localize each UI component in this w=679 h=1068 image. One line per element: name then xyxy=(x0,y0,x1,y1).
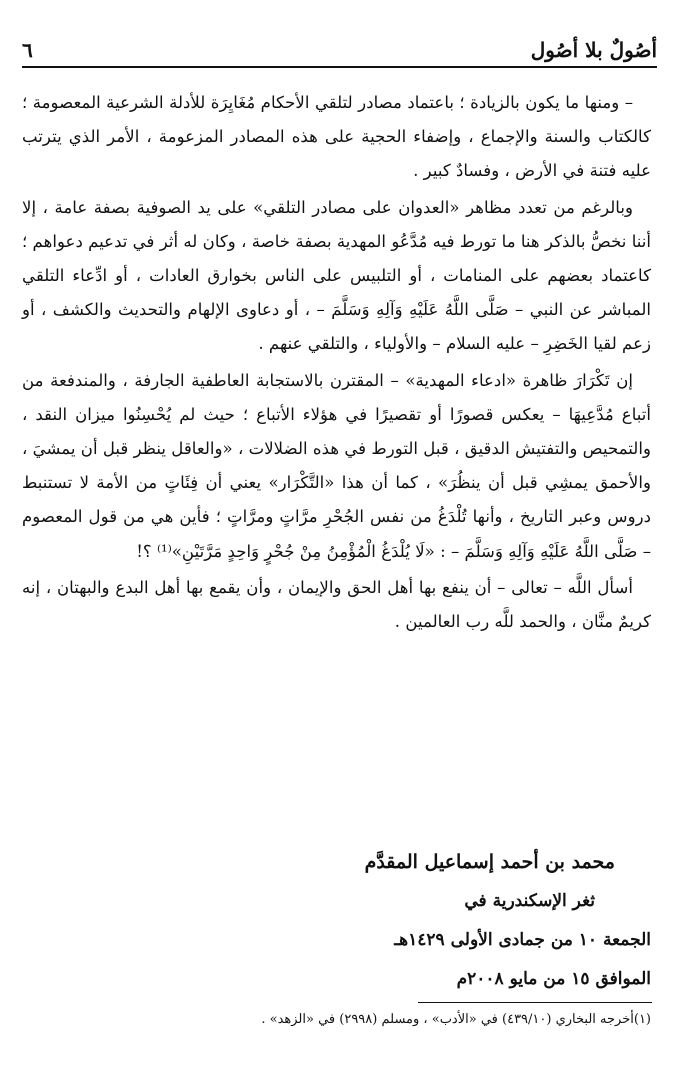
page-header xyxy=(22,34,657,68)
main-text xyxy=(22,86,651,639)
signature-place: ثغر الإسكندرية في xyxy=(464,891,595,911)
footnote: (١)أخرجه البخاري (٤٣٩/١٠) في «الأدب» ، ومسلم (٢٩٩٨) في «الزهد» . xyxy=(261,1012,651,1027)
page-number: ٦ xyxy=(22,38,33,62)
paragraph: أسأل اللَّه – تعالى – أن ينفع بها أهل الحق والإيمان ، وأن يقمع بها أهل البدع والبهتان ، إنه كريمٌ منَّان ، والحمد للَّه رب العالمين . xyxy=(22,577,651,632)
running-title: أصُولٌ بلا أصُول xyxy=(530,38,657,62)
footnote-divider xyxy=(418,1002,652,1003)
gregorian-date: الموافق ١٥ من مايو ٢٠٠٨م xyxy=(456,969,651,989)
hijri-date: الجمعة ١٠ من جمادى الأولى ١٤٢٩هـ xyxy=(394,930,651,950)
paragraph: وبالرغم من تعدد مظاهر «العدوان على مصادر التلقي» على يد الصوفية بصفة عامة ، إلا أننا نخصُّ بالذكر هنا ما تورط فيه مُدَّعُو المهدية بصفة خاصة ، وكان له أثر في تدعيم دعواهم ؛ كاعتماد بعضهم على المنامات ، أو التلبيس على الناس بخوارق العادات ، أو ادِّعاء التلقي المباشر عن النبي – صَلَّى اللَّهُ عَلَيْهِ وَآلِهِ وَسَلَّمَ – ، أو دعاوى الإلهام والتحديث والكشف ، أو زعم لقيا الخَضِرِ – عليه السلام – والأولياء ، والتلقي عنهم . xyxy=(22,197,651,354)
paragraph: إن تَكْرَارَ ظاهرة «ادعاء المهدية» – المقترن بالاستجابة العاطفية الجارفة ، والمندفعة من أتباع مُدَّعِيهَا – يعكس قصورًا أو تقصيرًا في هؤلاء الأتباع ؛ حيث لم يُحْسِنُوا ميزان النقد ، والتمحيص والتفتيش الدقيق ، قبل التورط في هذه الضلالات ، «والعاقل ينظر قبل أن يمشيَ ، والأحمق يمشِي قبل أن ينظُرَ» ، كما أن هذا «التَّكْرَار» يعني أن فِئَاتٍ من الأمة لا تستنبط دروس وعبر التاريخ ، وأنها تُلْدَغُ من نفس الجُحْرِ مرَّاتٍ ومرَّاتٍ ؛ فأين هي من قول المعصوم – صَلَّى اللَّهُ عَلَيْهِ وَآلِهِ وَسَلَّمَ – : «لَا يُلْدَغُ الْمُؤْمِنُ مِنْ جُحْرٍ وَاحِدٍ مَرَّتَيْنِ»⁽¹⁾ ؟! xyxy=(22,370,651,561)
signature-block xyxy=(330,843,651,999)
paragraph: – ومنها ما يكون بالزيادة ؛ باعتماد مصادر لتلقي الأحكام مُغَايِرَة للأدلة الشرعية المعصومة ؛ كالكتاب والسنة والإجماع ، وإضفاء الحجية على هذه المصادر المزعومة ، الأمر الذي يترتب عليه فتنة في الأرض ، وفسادٌ كبير . xyxy=(22,93,651,181)
author-name: محمد بن أحمد إسماعيل المقدَّم xyxy=(364,851,615,873)
